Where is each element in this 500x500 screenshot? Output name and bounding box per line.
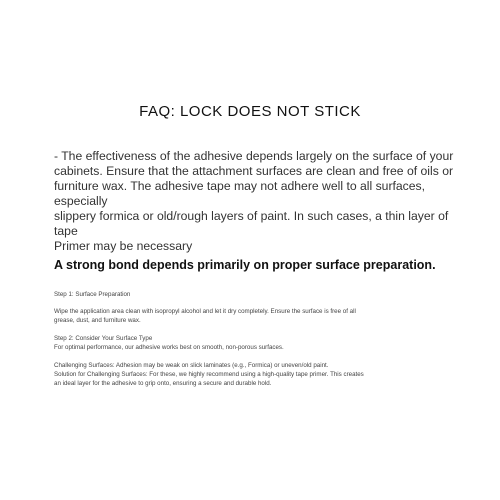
step1-line: Wipe the application area clean with isopropyl alcohol and let it dry completely. Ensure the surface is free of all: [54, 308, 356, 315]
intro-line: - The effectiveness of the adhesive depends largely on the surface of your: [54, 149, 454, 163]
step2-title: Step 2: Consider Your Surface Type: [54, 335, 153, 342]
intro-line: furniture wax. The adhesive tape may not adhere well to all surfaces, especially: [54, 179, 426, 208]
step2-text: For optimal performance, our adhesive works best on smooth, non-porous surfaces.: [54, 344, 284, 351]
step1-title: Step 1: Surface Preparation: [54, 291, 131, 298]
solution-text: [54, 371, 464, 388]
solution-line: Solution for Challenging Surfaces: For these, we highly recommend using a high-quality tape primer. This creates: [54, 371, 364, 378]
intro-line: cabinets. Ensure that the attachment surfaces are clean and free of oils or: [54, 164, 454, 178]
challenging-surfaces-text: Challenging Surfaces: Adhesion may be weak on slick laminates (e.g., Formica) or uneven/old paint.: [54, 362, 329, 369]
step1-text: [54, 308, 464, 325]
intro-line: Primer may be necessary: [54, 239, 193, 253]
faq-title: FAQ: LOCK DOES NOT STICK: [139, 103, 361, 120]
intro-paragraph: [54, 149, 454, 254]
solution-line: an ideal layer for the adhesive to grip onto, ensuring a secure and durable hold.: [54, 379, 272, 387]
section-heading: A strong bond depends primarily on proper surface preparation.: [54, 258, 436, 272]
intro-line: slippery formica or old/rough layers of paint. In such cases, a thin layer of tape: [54, 209, 449, 238]
step1-line: grease, dust, and furniture wax.: [54, 316, 141, 324]
